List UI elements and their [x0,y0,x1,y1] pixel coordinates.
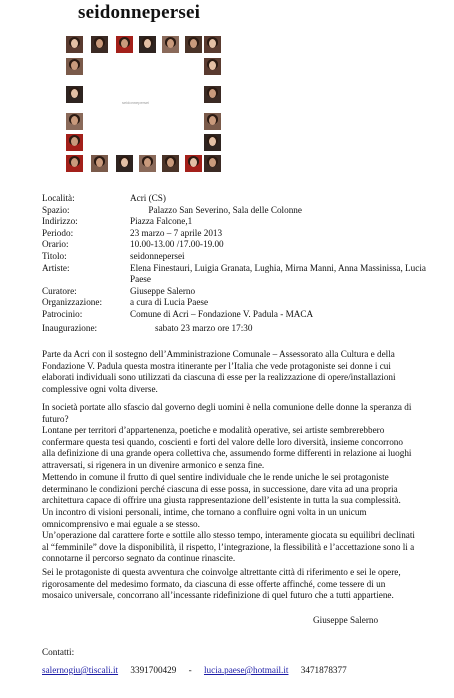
field-label: Organizzazione: [42,297,103,308]
portrait-tile [66,134,83,151]
portrait-tile [66,36,83,53]
field-value: seidonnepersei [130,250,185,261]
field-label: Spazio: [42,204,70,215]
field-orario [42,239,430,251]
portrait-tile [116,155,133,172]
exhibition-image [66,36,219,173]
portrait-tile [66,155,83,172]
field-spazio [42,205,430,217]
field-organizzazione [42,297,430,309]
contacts-line [42,665,347,675]
email-link-salerno[interactable]: salernogiu@tiscali.it [42,665,119,675]
paragraph-body-2: Mettendo in comune il frutto di quel sentire individuale che le rende uniche le sei protagoniste determinano le condizioni perché ciascuna di esse possa, in successione, dare vita ad una propria architettura capace di offrire una giusta rappresentazione dell’esistente in tutta la sua complessità. [42,472,401,506]
contacts-label: Contatti: [42,647,75,657]
document-title: seidonnepersei [78,2,201,23]
field-patrocinio [42,309,430,321]
field-value: a cura di Lucia Paese [130,297,209,308]
field-label: Curatore: [42,285,77,296]
field-localita [42,193,430,205]
field-value: Comune di Acri – Fondazione V. Padula - MACA [130,308,314,319]
email-link-paese[interactable]: lucia.paese@hotmail.it [203,665,289,675]
paragraph-closing: Sei le protagoniste di questa avventura che coinvolge altrettante città di riferimento e sei le opere, rigorosamente del medesimo formato, da ciascuna di esse offerte affinché, come tessere di un mosaico universale, concorrano all’incessante ridefinizione di quel futuro che a tutti appartiene. [42,567,401,601]
contacts-separator: - [188,665,192,675]
field-value: Elena Finestauri, Luigia Granata, Lughia, Mirna Manni, Anna Massinissa, Lucia Paese [130,262,426,285]
inauguration-value: sabato 23 marzo ore 17:30 [155,323,253,333]
phone-salerno: 3391700429 [130,665,177,675]
field-label: Patrocinio: [42,308,83,319]
field-value: Piazza Falcone,1 [130,216,193,227]
portrait-tile [204,58,221,75]
portrait-tile [185,36,202,53]
portrait-tile [185,155,202,172]
portrait-tile [204,113,221,130]
field-curatore [42,286,430,298]
field-label: Orario: [42,239,69,250]
portrait-tile [204,155,221,172]
info-fields [42,193,430,321]
field-value: 23 marzo – 7 aprile 2013 [130,227,223,238]
portrait-tile [116,36,133,53]
phone-paese: 3471878377 [300,665,347,675]
field-indirizzo [42,216,430,228]
field-titolo [42,251,430,263]
signature: Giuseppe Salerno [313,615,379,625]
inauguration [42,323,252,335]
field-periodo [42,228,430,240]
portrait-tile [139,155,156,172]
paragraph-body-1: Lontane per territori d’appartenenza, poetiche e modalità operative, sei artiste sembrerebbero confermare questa tesi quando, coscienti e forti del valore delle loro diversità, insieme concorrono alla definizione di una grande opera collettiva che, assumendo forme differenti in relazione ai luoghi attraversati, si rigenera in un divenire armonico e senza fine. [42,425,412,470]
portrait-tile [162,155,179,172]
field-value: Acri (CS) [130,193,166,203]
portrait-tile [204,134,221,151]
portrait-tile [91,155,108,172]
field-label: Titolo: [42,250,67,261]
field-value: Giuseppe Salerno [130,285,196,296]
field-artiste [42,263,430,286]
portrait-tile [66,86,83,103]
paragraph-intro: Parte da Acri con il sostegno dell’Amministrazione Comunale – Assessorato alla Cultura e della Fondazione V. Padula questa mostra itinerante per l’Italia che vede protagoniste sei donne i cui elaborati individuali sono utilizzati da ciascuna di esse per la realizzazione di opere/installazioni complessive ogni volta diverse. [42,349,396,394]
field-label: Indirizzo: [42,216,78,227]
portrait-tile [162,36,179,53]
portrait-tile [204,86,221,103]
portrait-tile [139,36,156,53]
image-caption: seidonnepersei [122,100,150,105]
field-label: Località: [42,193,75,203]
inauguration-label: Inaugurazione: [42,323,98,333]
field-label: Artiste: [42,262,70,273]
paragraph-body-3: Un incontro di visioni personali, intime, che tornano a confluire ogni volta in un unicum omnicomprensivo e mai eguale a se stesso. [42,507,367,529]
paragraph-body-4: Un’operazione dal carattere forte e sottile allo stesso tempo, interamente giocata su equilibri declinati al “femminile” dove la disponibilità, il rispetto, l’integrazione, la flessibilità e l’accettazione sono li a connotarne il percorso segnato da continue rinascite. [42,530,415,564]
portrait-tile [204,36,221,53]
paragraph-question: In società portate allo sfascio dal governo degli uomini è nella comunione delle donne la speranza di futuro? [42,402,412,424]
portrait-tile [66,113,83,130]
portrait-tile [91,36,108,53]
portrait-tile [66,58,83,75]
field-value: Palazzo San Severino, Sala delle Colonne [130,204,302,215]
field-label: Periodo: [42,227,74,238]
field-value: 10.00-13.00 /17.00-19.00 [130,239,224,250]
